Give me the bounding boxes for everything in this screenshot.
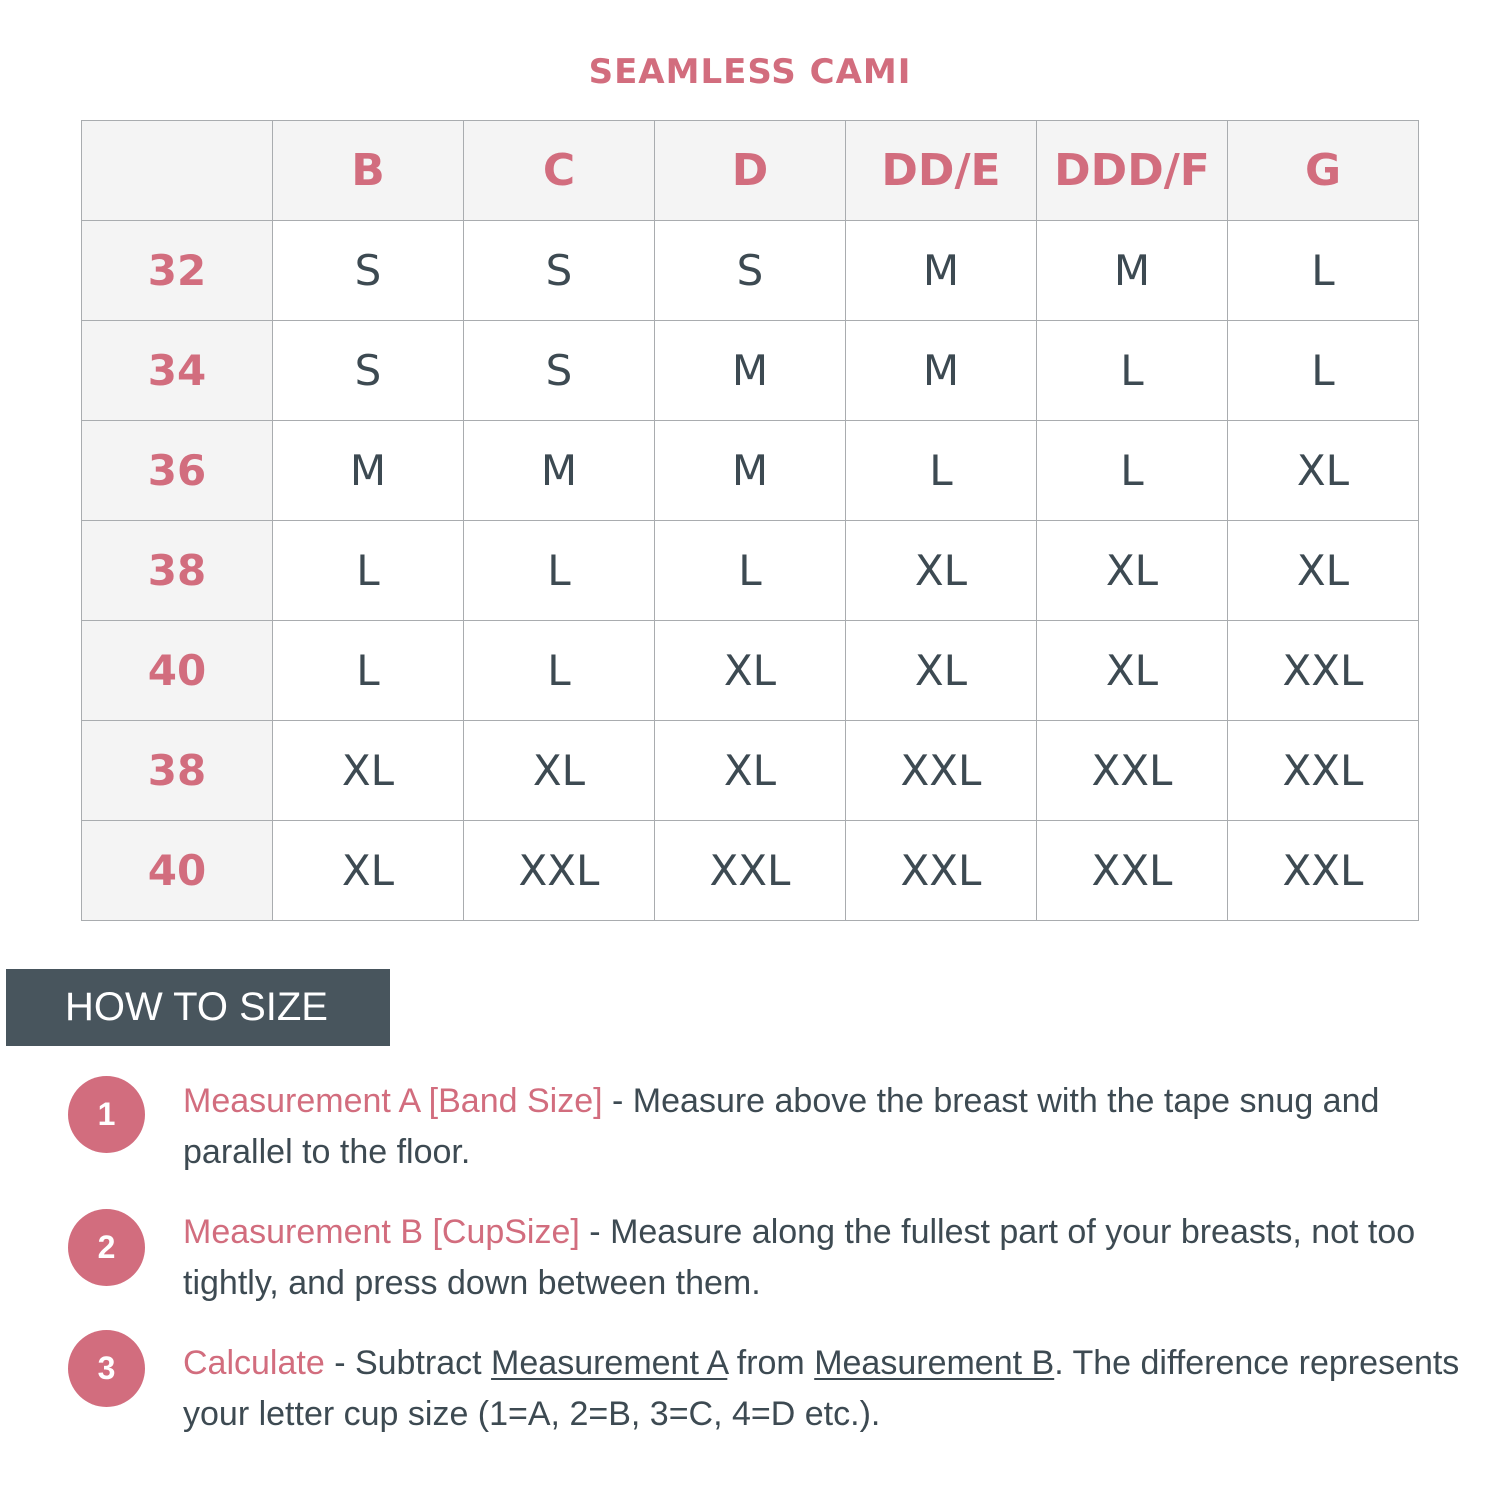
step-label: Measurement B [CupSize] bbox=[183, 1213, 580, 1251]
step-number-badge: 3 bbox=[68, 1330, 145, 1407]
cup-header-c: C bbox=[464, 121, 655, 221]
size-cell: XL bbox=[846, 521, 1037, 621]
measurement-a-reference: Measurement A bbox=[491, 1344, 728, 1382]
size-cell: XXL bbox=[464, 821, 655, 921]
size-cell: M bbox=[655, 421, 846, 521]
size-cell: L bbox=[1037, 321, 1228, 421]
band-size-cell: 32 bbox=[82, 221, 273, 321]
size-cell: S bbox=[464, 221, 655, 321]
size-cell: XL bbox=[273, 821, 464, 921]
size-cell: XXL bbox=[655, 821, 846, 921]
band-size-cell: 38 bbox=[82, 721, 273, 821]
size-cell: XL bbox=[655, 621, 846, 721]
step-separator: - bbox=[324, 1344, 355, 1382]
step-text: Measure above the breast with the tape snug and parallel to the floor. bbox=[183, 1082, 1380, 1171]
step-separator: - bbox=[602, 1082, 633, 1120]
size-cell: XXL bbox=[1228, 621, 1419, 721]
band-size-cell: 38 bbox=[82, 521, 273, 621]
size-cell: XXL bbox=[1037, 821, 1228, 921]
table-row bbox=[82, 621, 1419, 721]
table-row bbox=[82, 321, 1419, 421]
size-cell: L bbox=[273, 621, 464, 721]
cup-header-row bbox=[82, 121, 1419, 221]
band-size-cell: 34 bbox=[82, 321, 273, 421]
size-cell: L bbox=[1037, 421, 1228, 521]
table-row bbox=[82, 421, 1419, 521]
size-cell: XL bbox=[1037, 521, 1228, 621]
size-cell: XXL bbox=[846, 821, 1037, 921]
cup-header-b: B bbox=[273, 121, 464, 221]
size-cell: S bbox=[655, 221, 846, 321]
size-cell: L bbox=[464, 621, 655, 721]
size-cell: S bbox=[273, 221, 464, 321]
step-text-before: Subtract bbox=[354, 1344, 492, 1382]
cup-header-g: G bbox=[1228, 121, 1419, 221]
size-cell: S bbox=[464, 321, 655, 421]
measurement-b-reference: Measurement B bbox=[814, 1344, 1055, 1382]
table-row bbox=[82, 521, 1419, 621]
size-cell: L bbox=[1228, 321, 1419, 421]
table-row bbox=[82, 221, 1419, 321]
how-to-size-banner bbox=[6, 969, 390, 1046]
cup-header-ddd-f: DDD/F bbox=[1037, 121, 1228, 221]
size-cell: L bbox=[1228, 221, 1419, 321]
size-cell: XL bbox=[464, 721, 655, 821]
size-cell: M bbox=[1037, 221, 1228, 321]
size-cell: L bbox=[846, 421, 1037, 521]
step-number-badge: 2 bbox=[68, 1209, 145, 1286]
band-size-cell: 36 bbox=[82, 421, 273, 521]
step-separator: - bbox=[579, 1213, 611, 1251]
step-text-after: . The difference represents your letter cup size (1=A, 2=B, 3=C, 4=D etc.). bbox=[183, 1344, 1460, 1433]
size-cell: XL bbox=[1037, 621, 1228, 721]
size-cell: XXL bbox=[846, 721, 1037, 821]
size-cell: XL bbox=[655, 721, 846, 821]
page-title: SEAMLESS CAMI bbox=[588, 52, 912, 92]
step-label: Calculate bbox=[183, 1344, 325, 1382]
step-description bbox=[183, 1338, 1463, 1440]
table-row bbox=[82, 821, 1419, 921]
step-number-badge: 1 bbox=[68, 1076, 145, 1153]
size-cell: M bbox=[273, 421, 464, 521]
step-description bbox=[183, 1207, 1463, 1309]
size-cell: XL bbox=[1228, 521, 1419, 621]
how-to-size-heading: HOW TO SIZE bbox=[65, 985, 328, 1029]
size-cell: XXL bbox=[1228, 721, 1419, 821]
step-label: Measurement A [Band Size] bbox=[183, 1082, 603, 1120]
size-cell: L bbox=[273, 521, 464, 621]
size-cell: XL bbox=[846, 621, 1037, 721]
corner-cell bbox=[82, 121, 273, 221]
size-cell: M bbox=[464, 421, 655, 521]
cup-header-dd-e: DD/E bbox=[846, 121, 1037, 221]
step-description bbox=[183, 1076, 1463, 1178]
step-text-mid: from bbox=[727, 1344, 815, 1382]
size-cell: L bbox=[464, 521, 655, 621]
band-size-cell: 40 bbox=[82, 821, 273, 921]
size-cell: XXL bbox=[1037, 721, 1228, 821]
size-cell: XL bbox=[1228, 421, 1419, 521]
size-cell: M bbox=[655, 321, 846, 421]
step-text: Measure along the fullest part of your breasts, not too tightly, and press down between them. bbox=[183, 1213, 1416, 1302]
cup-header-d: D bbox=[655, 121, 846, 221]
size-chart-table bbox=[81, 120, 1419, 921]
table-row bbox=[82, 721, 1419, 821]
size-cell: S bbox=[273, 321, 464, 421]
size-cell: M bbox=[846, 221, 1037, 321]
size-cell: XXL bbox=[1228, 821, 1419, 921]
size-cell: M bbox=[846, 321, 1037, 421]
band-size-cell: 40 bbox=[82, 621, 273, 721]
size-cell: L bbox=[655, 521, 846, 621]
size-cell: XL bbox=[273, 721, 464, 821]
